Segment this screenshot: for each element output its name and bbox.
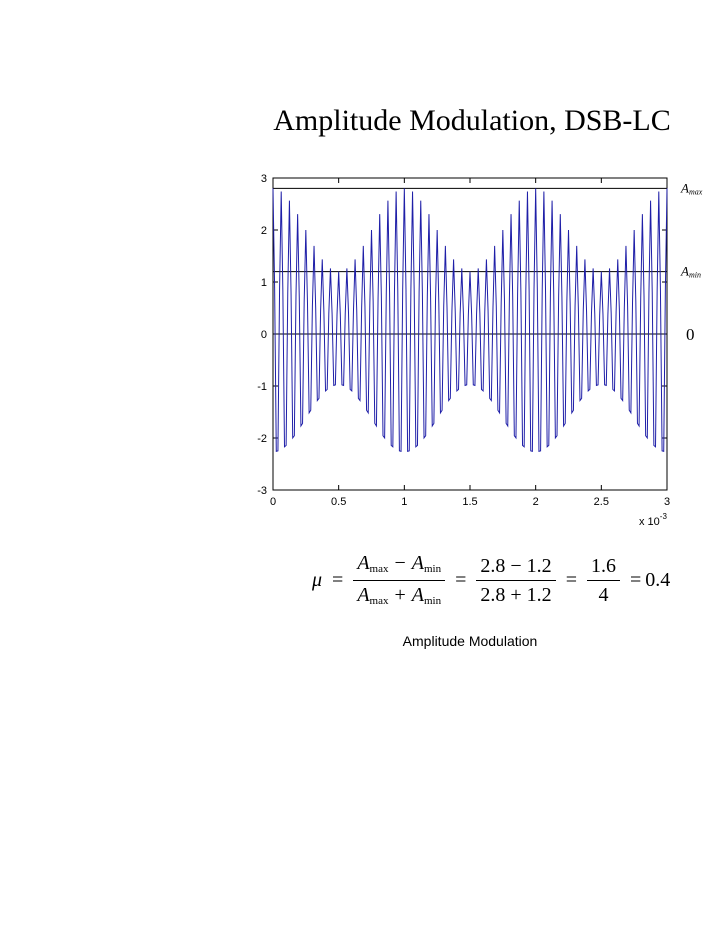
- x-tick-label: 0.5: [331, 496, 347, 508]
- x-scale-label: x $10^{-3}$: [639, 512, 667, 528]
- simplified-numerator: 1.6: [587, 555, 620, 581]
- symbolic-denominator: Amax + Amin: [357, 583, 442, 607]
- y-tick-label: -3: [257, 485, 267, 497]
- simplified-denominator: 4: [598, 583, 609, 606]
- chart-title: Amplitude Modulation, DSB-LC: [273, 104, 671, 137]
- y-tick-label: -2: [257, 433, 267, 445]
- x-tick-label: 2.5: [593, 496, 609, 508]
- y-tick-label: 0: [260, 329, 267, 341]
- mu-symbol: μ: [312, 568, 323, 591]
- x-tick-label: 1.5: [462, 496, 478, 508]
- equals-sign: =: [332, 568, 344, 591]
- ref-label-zero: 0: [686, 325, 695, 344]
- ref-label-a-max: Amax: [681, 180, 703, 197]
- modulation-index-formula: [312, 552, 670, 608]
- equals-sign: =: [455, 568, 467, 591]
- figure-caption: Amplitude Modulation: [402, 633, 538, 649]
- symbolic-numerator: Amax − Amin: [353, 552, 445, 581]
- numeric-numerator: 2.8 − 1.2: [476, 555, 555, 581]
- y-tick-label: 2: [260, 225, 267, 237]
- ref-label-a-min: Amin: [681, 263, 701, 280]
- x-tick-label: 2: [532, 496, 539, 508]
- simplified-fraction: [587, 555, 620, 606]
- x-tick-label: 0: [269, 496, 277, 508]
- x-tick-label: 1: [401, 496, 408, 508]
- equals-sign: =: [565, 568, 577, 591]
- y-tick-label: 1: [260, 277, 267, 289]
- numeric-fraction: [476, 555, 555, 606]
- formula-result: 0.4: [645, 568, 671, 591]
- symbolic-fraction: [353, 552, 445, 609]
- numeric-denominator: 2.8 + 1.2: [480, 583, 552, 606]
- y-tick-label: -1: [257, 381, 267, 393]
- am-signal-line: [273, 188, 667, 451]
- x-tick-label: 3: [663, 496, 671, 508]
- equals-sign: =: [629, 568, 642, 591]
- y-tick-label: 3: [260, 173, 267, 185]
